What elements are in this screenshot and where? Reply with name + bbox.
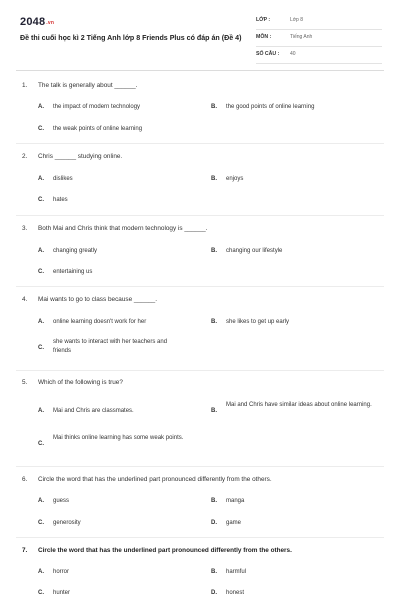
option-letter: A. (38, 498, 44, 504)
option-text: changing our lifestyle (226, 248, 283, 254)
option-text: the good points of online learning (226, 104, 315, 110)
option-letter: B. (211, 104, 217, 110)
option-text: hunter (53, 590, 71, 596)
question-stem (22, 82, 382, 89)
question-number: 3. (22, 225, 28, 232)
question-text: Circle the word that has the underlined part pronounced differently from the others. (38, 547, 292, 554)
option-letter: C. (38, 441, 44, 447)
option-text: Mai and Chris have similar ideas about online learning. (226, 402, 372, 408)
option-text: guess (53, 498, 70, 504)
option-letter: A. (38, 176, 44, 182)
question-text: Mai wants to go to class because ______. (38, 296, 158, 303)
option-letter: A. (38, 104, 44, 110)
option-letter: D. (211, 590, 217, 596)
question-stem (22, 296, 382, 303)
option-letter: A. (38, 248, 44, 254)
option-letter: A. (38, 569, 44, 575)
option-text: entertaining us (53, 269, 93, 275)
logo-suffix: .vn (46, 20, 55, 26)
question-separator (16, 215, 384, 216)
option-letter: B. (211, 176, 217, 182)
question-separator (16, 286, 384, 287)
option-text: she likes to get up early (226, 319, 290, 325)
option-text: honest (226, 590, 245, 596)
option-text: harmful (226, 569, 247, 575)
option-letter: D. (211, 520, 217, 526)
question-text: Both Mai and Chris think that modern technology is ______. (38, 225, 208, 232)
option-text: game (226, 520, 242, 526)
option-text: dislikes (53, 176, 73, 182)
option-text: online learning doesn't work for her (53, 319, 147, 325)
option-text: manga (226, 498, 245, 504)
option-letter: B. (211, 319, 217, 325)
option-letter: C. (38, 126, 44, 132)
option-text: changing greatly (53, 248, 98, 254)
question-separator (16, 143, 384, 144)
option-letter: B. (211, 408, 217, 414)
question-number: 2. (22, 153, 28, 160)
meta-value: Tiếng Anh (290, 34, 313, 40)
option-letter: B. (211, 498, 217, 504)
option-letter: B. (211, 569, 217, 575)
option-text: generosity (53, 520, 81, 526)
exam-title: Đề thi cuối học kì 2 Tiếng Anh lớp 8 Friends Plus có đáp án (Đề 4) (20, 34, 242, 42)
question-number: 5. (22, 379, 28, 386)
option-text: the impact of modern technology (53, 104, 141, 110)
logo-text: 2048 (20, 16, 46, 28)
question-stem (22, 547, 382, 554)
option-letter: C. (38, 345, 44, 351)
question-stem (22, 225, 382, 232)
question-number: 6. (22, 476, 28, 483)
option-letter: C. (38, 269, 44, 275)
meta-value: Lớp 8 (290, 17, 304, 23)
option-letter: C. (38, 520, 44, 526)
question-text: The talk is generally about ______. (38, 82, 138, 89)
option-letter: B. (211, 248, 217, 254)
question-text: Chris ______ studying online. (38, 153, 123, 160)
meta-label: SỐ CÂU : (256, 51, 280, 57)
meta-label: LỚP : (256, 17, 271, 23)
option-text: horror (53, 569, 70, 575)
option-letter: C. (38, 590, 44, 596)
question-separator (16, 537, 384, 538)
option-text: Mai and Chris are classmates. (53, 408, 134, 414)
option-letter: C. (38, 197, 44, 203)
option-text: Mai thinks online learning has some weak points. (53, 435, 184, 441)
question-stem (22, 153, 382, 160)
meta-label: MÔN : (256, 34, 272, 40)
question-text: Which of the following is true? (38, 379, 123, 386)
question-stem (22, 476, 382, 483)
question-number: 7. (22, 547, 28, 554)
option-text: she wants to interact with her teachers and friends (53, 339, 168, 354)
question-separator (16, 370, 384, 371)
meta-value: 40 (290, 51, 296, 57)
option-text: the weak points of online learning (53, 126, 143, 132)
question-text: Circle the word that has the underlined part pronounced differently from the others. (38, 476, 272, 483)
question-separator (16, 466, 384, 467)
option-letter: A. (38, 408, 44, 414)
option-text: enjoys (226, 176, 244, 182)
question-number: 4. (22, 296, 28, 303)
question-number: 1. (22, 82, 28, 89)
question-stem (22, 379, 382, 386)
option-text: hates (53, 197, 68, 203)
option-letter: A. (38, 319, 44, 325)
